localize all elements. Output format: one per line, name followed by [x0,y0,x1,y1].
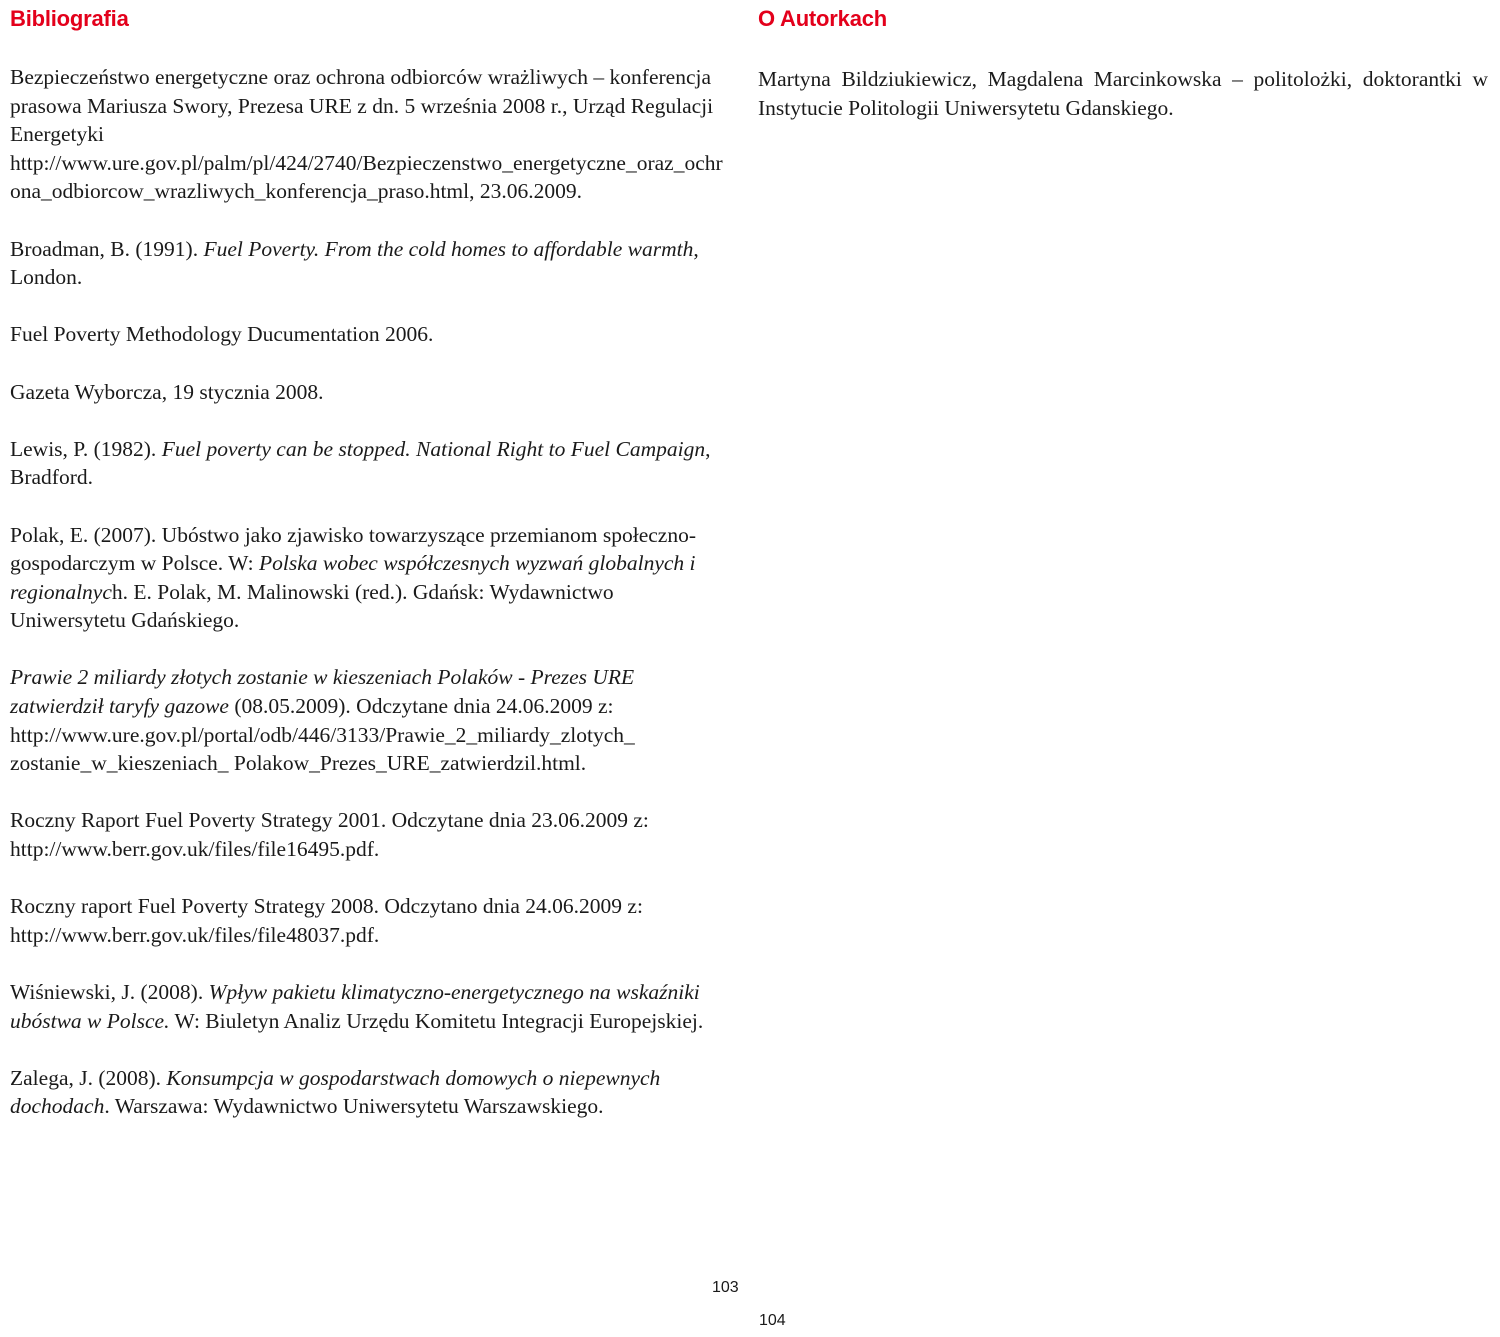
entry-text: Broadman, B. (1991). [10,236,204,261]
bibliography-entry [10,63,728,206]
authors-text: Martyna Bildziukiewicz, Magdalena Marcinkowska – politolożki, doktorantki w Instytucie Politologii Uniwersytetu Gdanskiego. [758,67,1488,120]
entry-text: Polak, E. (2007). Ubóstwo jako zjawisko towarzyszące przemianom społeczno-gospodarczym w Polsce. W: [10,522,697,576]
entry-text: , London. [10,236,699,290]
bibliography-entry [10,320,728,349]
entry-title-italic: Prawie 2 miliardy złotych zostanie w kieszeniach Polaków - Prezes URE zatwierdził taryfy gazowe [10,665,635,719]
entry-title-italic: Fuel Poverty. From the cold homes to affordable warmth [203,236,694,261]
entry-text: Fuel Poverty Methodology Ducumentation 2006. [10,322,434,347]
bibliography-entry [10,378,728,407]
entry-title-italic: Polska wobec współczesnych wyzwań globalnych i regionalnyc [10,551,696,604]
entry-text: , Bradford. [10,436,711,490]
page-number-left: 103 [712,1279,739,1296]
bibliography-entry [10,235,728,292]
entry-text: W: Biuletyn Analiz Urzędu Komitetu Integracji Europejskiej. [169,1008,704,1033]
entry-text: (08.05.2009). Odczytane dnia 24.06.2009 z: http://www.ure.gov.pl/portal/odb/446/3133/Prawie_2_miliardy_zlotych_ zostanie_w_kieszeniach_ Polakow_Prezes_URE_zatwierdzil.html. [10,694,635,776]
entry-title-italic: Fuel poverty can be stopped. National Right to Fuel Campaign [161,436,706,461]
bibliography-entry [10,978,728,1035]
bibliography-entry [10,663,728,777]
entry-text: Gazeta Wyborcza, 19 stycznia 2008. [10,379,324,404]
entry-text: Wiśniewski, J. (2008). [10,980,209,1004]
bibliography-entry [10,806,728,863]
bibliography-list [10,63,728,1121]
entry-title-italic: Konsumpcja w gospodarstwach domowych o niepewnych dochodach [10,1065,661,1119]
entry-text: . Warszawa: Wydawnictwo Uniwersytetu Warszawskiego. [104,1094,604,1119]
bibliography-entry [10,892,728,949]
entry-text: Bezpieczeństwo energetyczne oraz ochrona odbiorców wrażliwych – konferencja prasowa Mariusza Swory, Prezesa URE z dn. 5 września 2008 r., Urząd Regulacji Energetyki http://www.ure.gov.pl/palm/pl/424/2740/Bezpieczenstwo_energetyczne_oraz_ochrona_odbiorcow_wrazliwych_konferencja_praso.html, 23.06.2009. [10,65,723,204]
authors-column [758,0,1488,144]
authors-heading: O Autorkach [758,6,888,31]
bibliography-entry [10,521,728,635]
bibliography-heading: Bibliografia [10,6,129,31]
entry-text: Roczny raport Fuel Poverty Strategy 2008. Odczytano dnia 24.06.2009 z: http://www.berr.gov.uk/files/file48037.pdf. [10,894,643,947]
entry-text: Zalega, J. (2008). [10,1065,167,1090]
page-number-right: 104 [759,1312,786,1329]
bibliography-entry [10,1064,728,1121]
entry-text: h. E. Polak, M. Malinowski (red.). Gdańsk: Wydawnictwo Uniwersytetu Gdańskiego. [10,579,614,633]
entry-text: Roczny Raport Fuel Poverty Strategy 2001. Odczytane dnia 23.06.2009 z: http://www.berr.gov.uk/files/file16495.pdf. [10,808,649,862]
bibliography-entry [10,435,728,492]
entry-text: Lewis, P. (1982). [10,436,162,461]
bibliography-column [10,0,728,1150]
entry-title-italic: Wpływ pakietu klimatyczno-energetycznego na wskaźniki ubóstwa w Polsce. [10,980,700,1033]
